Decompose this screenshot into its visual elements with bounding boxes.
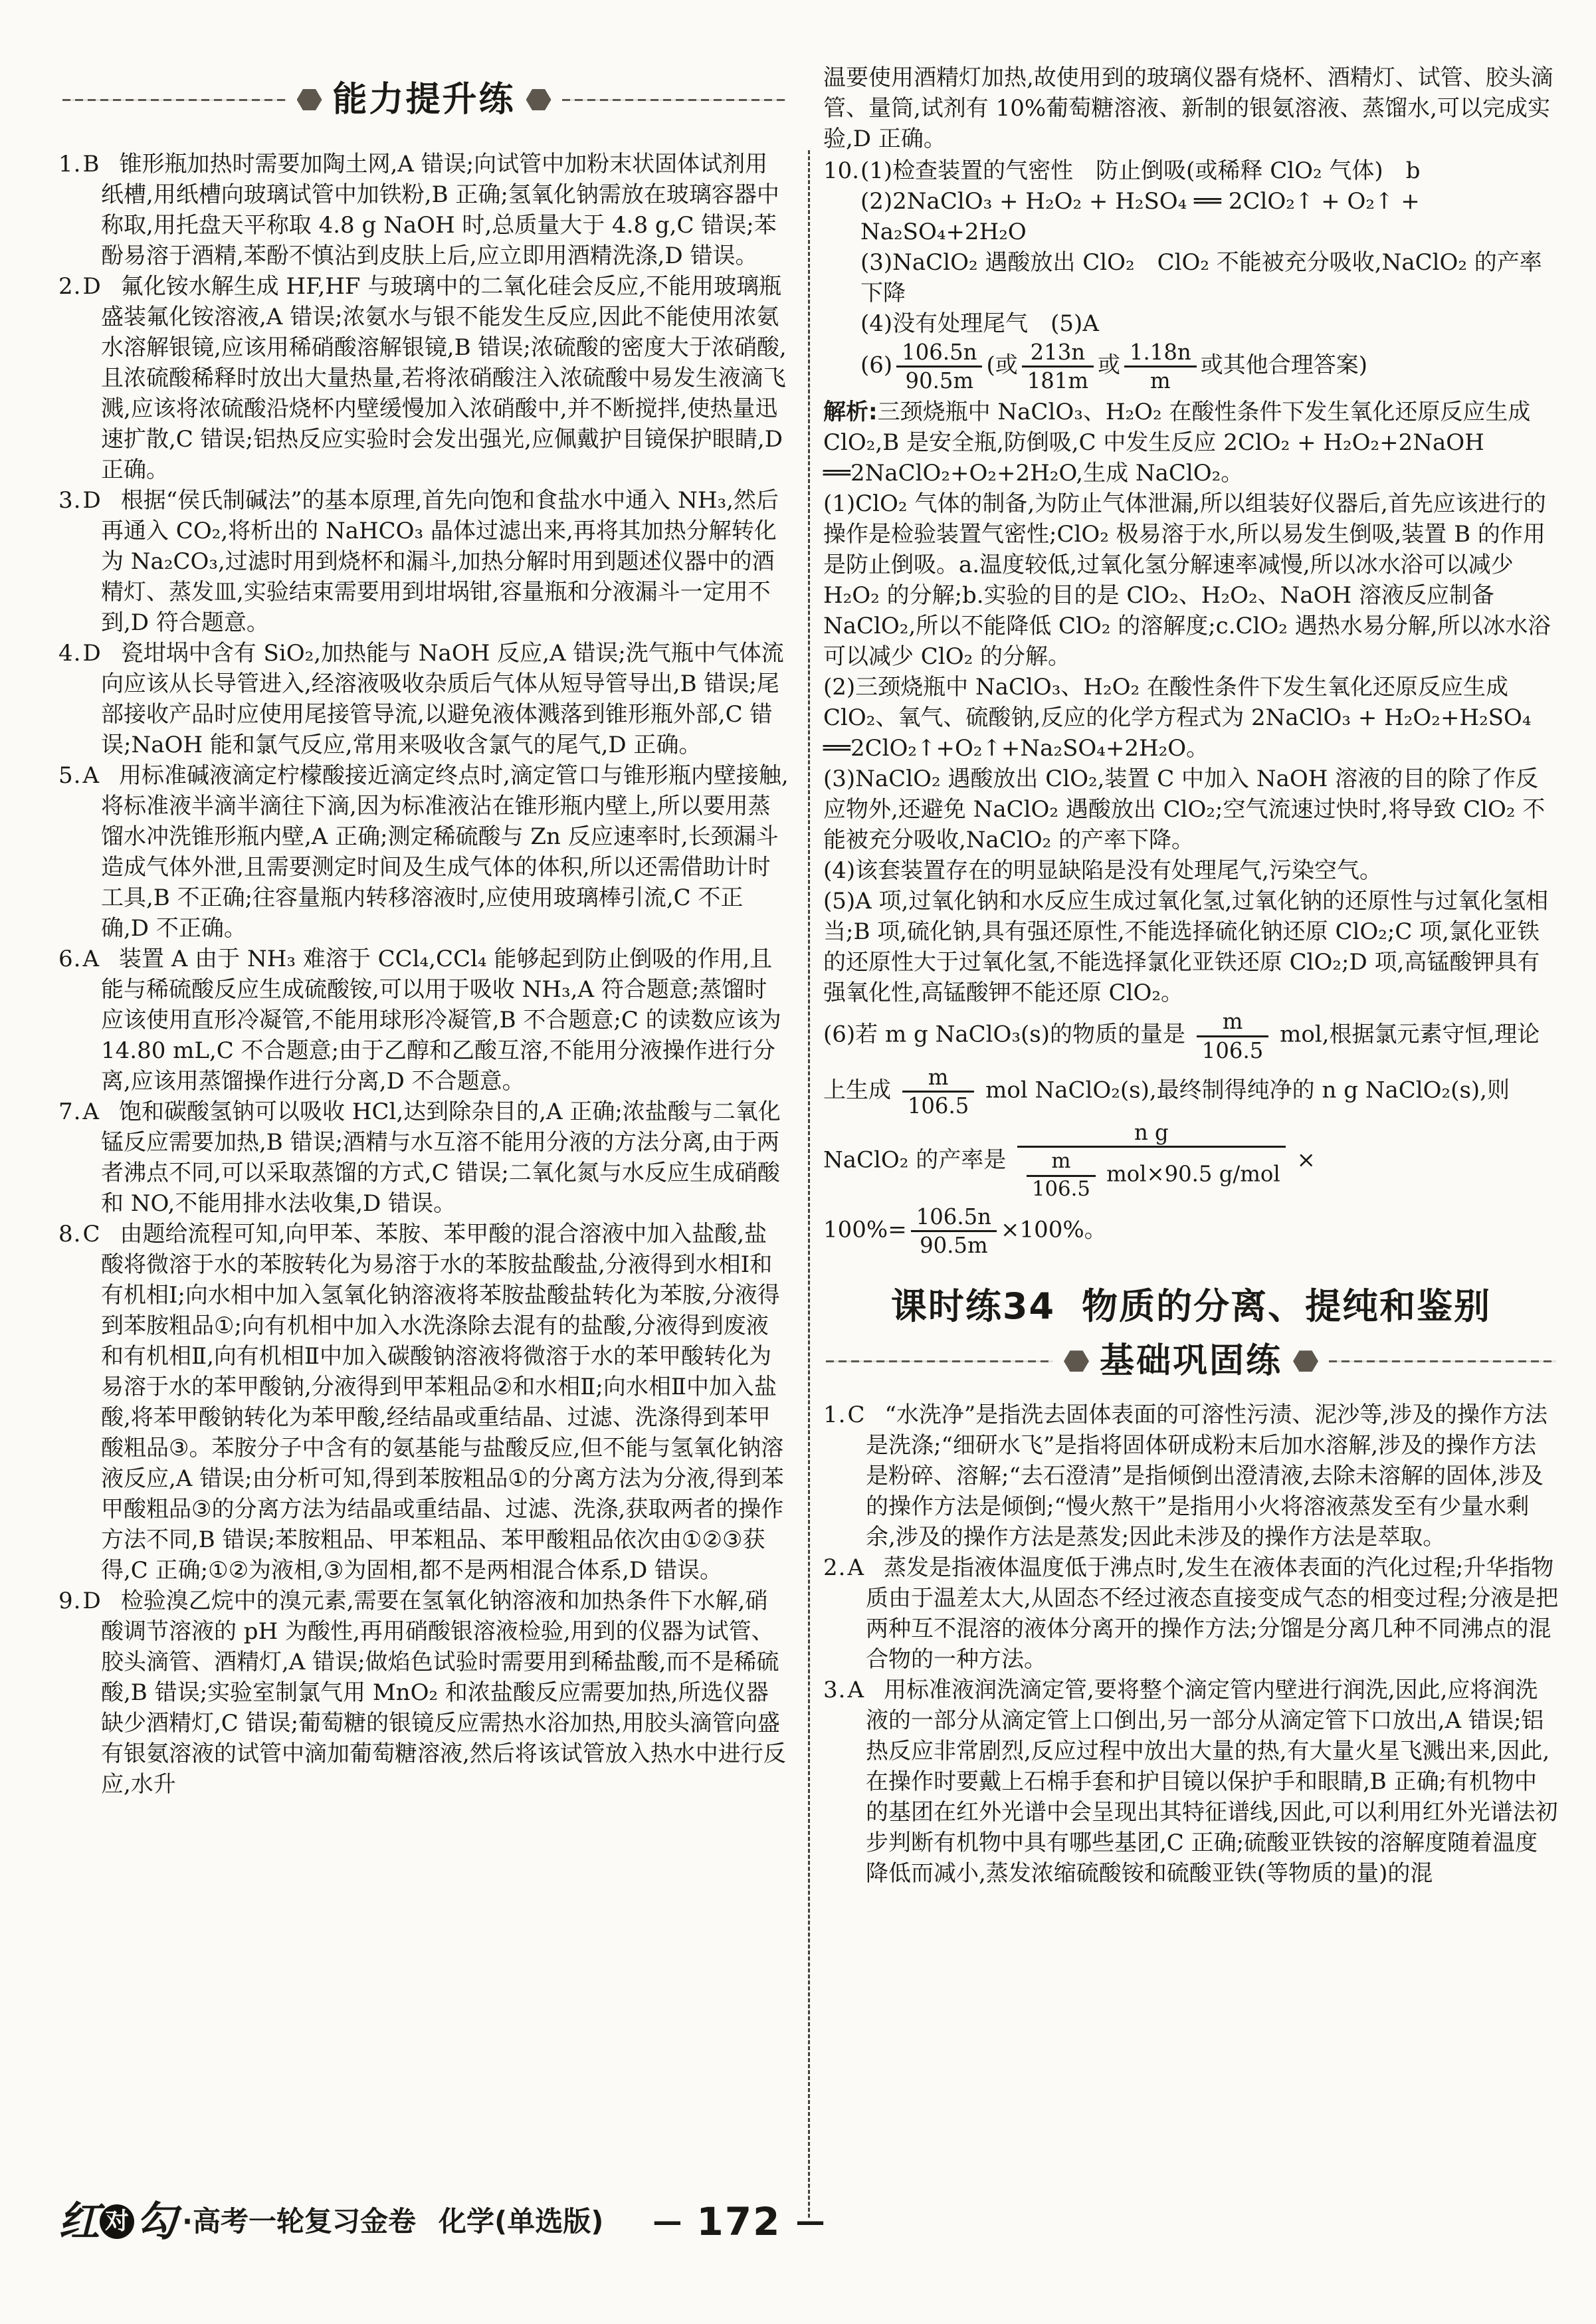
item-text: 装置 A 由于 NH₃ 难溶于 CCl₄,CCl₄ 能够起到防止倒吸的作用,且能与稀硫酸反应生成硫酸铵,可以用于吸收 NH₃,A 符合题意;蒸馏时应该使用直形冷凝管,不能用球形冷凝管,B 不合题意;C 的读数应该为 14.80 mL,C 不合题意;由于乙醇和乙酸互溶,不能用分液操作进行分离,应该用蒸馏操作进行分离,D 不合题意。	[101, 946, 781, 1095]
item-answer: A	[847, 1554, 864, 1582]
answer-item	[823, 1400, 1559, 1552]
item-10-answers	[860, 156, 1559, 394]
item-text: 蒸发是指液体温度低于沸点时,发生在液体表面的汽化过程;升华指物质由于温差太大,从固态不经过液态直接变成气态的相变过程;分液是把两种互不混溶的液体分离开的操作方法;分馏是分离几种不同沸点的混合物的一种方法。	[866, 1554, 1559, 1673]
item-number: 9.	[58, 1588, 82, 1614]
item-answer: C	[847, 1402, 865, 1429]
answer-item	[58, 485, 789, 638]
answer-item	[58, 1586, 789, 1800]
item-number: 8.	[58, 1221, 82, 1247]
item-answer: A	[82, 762, 100, 789]
item-answer: D	[82, 273, 101, 300]
analysis-paragraph: 解析:三颈烧瓶中 NaClO₃、H₂O₂ 在酸性条件下发生氧化还原反应生成 ClO₂,B 是安全瓶,防倒吸,C 中发生反应 2ClO₂ + H₂O₂+2NaOH ══2NaClO₂+O₂+2H₂O,生成 NaClO₂。	[823, 399, 1531, 487]
lesson-title	[823, 1285, 1559, 1328]
item-10	[823, 156, 1559, 394]
banner-rule-right	[1329, 1360, 1556, 1362]
section-banner-ability	[62, 80, 785, 120]
item-number: 4.	[58, 640, 82, 667]
item10-part: (1)检查装置的气密性 防止倒吸(或稀释 ClO₂ 气体) b	[860, 158, 1421, 184]
item-answer: A	[82, 946, 100, 972]
fraction: $\frac{1.18n}{m}$	[1124, 340, 1197, 393]
fraction: n g $\frac{m}{106.5}$ mol×90.5 g/mol	[1017, 1120, 1286, 1202]
item10-part: (6) $\frac{106.5n}{90.5m}$ (或 $\frac{213n}{181m}$ 或 $\frac{1.18n}{m}$ 或其他合理答案)	[860, 340, 1367, 394]
brand-subject: 化学(单选版)	[439, 2205, 604, 2238]
item-text: 锥形瓶加热时需要加陶土网,A 错误;向试管中加粉末状固体试剂用纸槽,用纸槽向玻璃试管中加铁粉,B 正确;氢氧化钠需放在玻璃容器中称取,用托盘天平称取 4.8 g NaOH 时,总质量大于 4.8 g,C 错误;苯酚易溶于酒精,苯酚不慎沾到皮肤上后,应立即用酒精洗涤,D 错误。	[101, 151, 779, 269]
item-answer: B	[82, 151, 100, 177]
item-number: 2.	[823, 1554, 847, 1582]
lesson-name: 物质的分离、提纯和鉴别	[1082, 1285, 1492, 1328]
fraction: $\frac{m}{106.5}$	[1197, 1009, 1268, 1062]
left-column	[58, 24, 789, 2324]
brand-logo-char: 红	[58, 2197, 99, 2246]
item-text: 由题给流程可知,向甲苯、苯胺、苯甲酸的混合溶液中加入盐酸,盐酸将微溶于水的苯胺转化为易溶于水的苯胺盐酸盐,分液得到水相Ⅰ和有机相Ⅰ;向水相中加入氢氧化钠溶液将苯胺盐酸盐转化为苯胺,分液得到苯胺粗品①;向有机相中加入水洗涤除去混有的盐酸,分液得到废液和有机相Ⅱ,向有机相Ⅱ中加入碳酸钠溶液将微溶于水的苯甲酸转化为易溶于水的苯甲酸钠,分液得到甲苯粗品②和水相Ⅱ;向水相Ⅱ中加入盐酸,将苯甲酸钠转化为苯甲酸,经结晶或重结晶、过滤、洗涤得到苯甲酸粗品③。苯胺分子中含有的氨基能与盐酸反应,但不能与氢氧化钠溶液反应,A 错误;由分析可知,得到苯胺粗品①的分离方法为分液,得到苯甲酸粗品③的分离方法为结晶或重结晶、过滤、洗涤,获取两者的操作方法不同,B 错误;苯胺粗品、甲苯粗品、苯甲酸粗品依次由①②③获得,C 正确;①②为液相,③为固相,都不是两相混合体系,D 错误。	[101, 1221, 784, 1584]
item-text: 饱和碳酸氢钠可以吸收 HCl,达到除杂目的,A 正确;浓盐酸与二氧化锰反应需要加热,B 错误;酒精与水互溶不能用分液的方法分离,由于两者沸点不同,可以采取蒸馏的方式,C 错误;二氧化氮与水反应生成硝酸和 NO,不能用排水法收集,D 错误。	[101, 1099, 781, 1217]
analysis-block	[823, 397, 1559, 1259]
answer-item	[823, 1552, 1559, 1675]
answer-item	[58, 271, 789, 485]
answer-item	[58, 1097, 789, 1219]
fraction: $\frac{213n}{181m}$	[1022, 340, 1094, 393]
item-text: 瓷坩埚中含有 SiO₂,加热能与 NaOH 反应,A 错误;洗气瓶中气体流向应该从长导管进入,经溶液吸收杂质后气体从短导管导出,B 错误;尾部接收产品时应使用尾接管导流,以避免液体溅落到锥形瓶外部,C 错误;NaOH 能和氯气反应,常用来吸收含氯气的尾气,D 正确。	[101, 640, 784, 758]
hexagon-ornament-icon	[297, 89, 322, 110]
brand	[58, 2197, 604, 2246]
banner-rule-left	[62, 99, 286, 101]
item-text: 氟化铵水解生成 HF,HF 与玻璃中的二氧化硅会反应,不能用玻璃瓶盛装氟化铵溶液,A 错误;浓氨水与银不能发生反应,因此不能使用浓氨水溶解银镜,应该用稀硝酸溶解银镜,B 错误;浓硫酸的密度大于浓硝酸,且浓硫酸稀释时放出大量热量,若将浓硝酸注入浓硫酸中易发生液滴飞溅,应该将浓硫酸沿烧杯内壁缓慢加入浓硝酸中,并不断搅拌,使热量迅速扩散,C 错误;铝热反应实验时会发出强光,应佩戴护目镜保护眼睛,D 正确。	[101, 273, 787, 483]
banner-rule-right	[562, 99, 786, 101]
fraction: $\frac{106.5n}{90.5m}$	[896, 340, 982, 393]
item-answer: D	[82, 487, 101, 514]
page-footer	[58, 2197, 1559, 2246]
section-title-basic: 基础巩固练	[1100, 1341, 1283, 1382]
hexagon-ornament-icon	[1293, 1350, 1318, 1372]
answer-item	[58, 760, 789, 944]
answer-item	[823, 1675, 1559, 1889]
item-number: 3.	[58, 487, 82, 514]
page-number: 172	[696, 2199, 781, 2244]
brand-series: ·高考一轮复习金卷	[182, 2205, 416, 2238]
item-answer: D	[82, 1588, 101, 1614]
hexagon-ornament-icon	[526, 89, 551, 110]
analysis-paragraph: (5)A 项,过氧化钠和水反应生成过氧化氢,过氧化钠的还原性与过氧化氢相当;B 项,硫化钠,具有强还原性,不能选择硫化钠还原 ClO₂;C 项,氯化亚铁的还原性大于过氧化氢,不能选择氯化亚铁还原 ClO₂;D 项,高锰酸钾具有强氧化性,高锰酸钾不能还原 ClO₂。	[823, 888, 1549, 1007]
basic-answer-list	[823, 1400, 1559, 1889]
analysis-paragraph: (2)三颈烧瓶中 NaClO₃、H₂O₂ 在酸性条件下发生氧化还原反应生成 ClO₂、氧气、硫酸钠,反应的化学方程式为 2NaClO₃ + H₂O₂+H₂SO₄ ══2ClO₂↑+O₂↑+Na₂SO₄+2H₂O。	[823, 674, 1532, 762]
item-text: 用标准碱液滴定柠檬酸接近滴定终点时,滴定管口与锥形瓶内壁接触,将标准液半滴半滴往下滴,因为标准液沾在锥形瓶内壁上,所以要用蒸馏水冲洗锥形瓶内壁,A 正确;测定稀硫酸与 Zn 反应速率时,长颈漏斗造成气体外泄,且需要测定时间及生成气体的体积,所以还需借助计时工具,B 不正确;往容量瓶内转移溶液时,应使用玻璃棒引流,C 不正确,D 不正确。	[101, 762, 789, 942]
item-answer: D	[82, 640, 101, 667]
item-text: 用标准液润洗滴定管,要将整个滴定管内壁进行润洗,因此,应将润洗液的一部分从滴定管上口倒出,另一部分从滴定管下口放出,A 错误;铝热反应非常剧烈,反应过程中放出大量的热,有大量火星飞溅出来,因此,在操作时要戴上石棉手套和护目镜以保护手和眼睛,B 正确;有机物中的基团在红外光谱中会呈现出其特征谱线,因此,可以利用红外光谱法初步判断有机物中具有哪些基团,C 正确;硫酸亚铁铵的溶解度随着温度降低而减小,蒸发浓缩硫酸铵和硫酸亚铁(等物质的量)的混	[866, 1677, 1558, 1887]
section-banner-basic	[826, 1341, 1556, 1381]
item-answer: A	[82, 1099, 100, 1125]
analysis-paragraph: (1)ClO₂ 气体的制备,为防止气体泄漏,所以组装好仪器后,首先应该进行的操作是检验装置气密性;ClO₂ 极易溶于水,所以易发生倒吸,装置 B 的作用是防止倒吸。a.温度较低,过氧化氢分解速率减慢,所以冰水浴可以减少 H₂O₂ 的分解;b.实验的目的是 ClO₂、H₂O₂、NaOH 溶液反应制备 NaClO₂,所以不能降低 ClO₂ 的溶解度;c.ClO₂ 遇热水易分解,所以冰水浴可以减少 ClO₂ 的分解。	[823, 490, 1551, 671]
analysis-paragraph: (6)若 m g NaClO₃(s)的物质的量是 $\frac{m}{106.5}$ mol,根据氯元素守恒,理论上生成 $\frac{m}{106.5}$ mol NaClO₂(s),最终制得纯净的 n g NaClO₂(s),则 NaClO₂ 的产率是 n g $\frac{m}{106.5}$ mol×90.5 g/mol ×	[823, 1008, 1559, 1204]
item-number: 1.	[58, 151, 82, 177]
analysis-paragraph: (3)NaClO₂ 遇酸放出 ClO₂,装置 C 中加入 NaOH 溶液的目的除了作反应物外,还避免 NaClO₂ 遇酸放出 ClO₂;空气流速过快时,将导致 ClO₂ 不能被充分吸收,NaClO₂ 的产率下降。	[823, 766, 1546, 854]
item-text: “水洗净”是指洗去固体表面的可溶性污渍、泥沙等,涉及的操作方法是洗涤;“细研水飞”是指将固体研成粉末后加水溶解,涉及的操作方法是粉碎、溶解;“去石澄清”是指倾倒出澄清液,去除未溶解的固体,涉及的操作方法是倾倒;“慢火熬干”是指用小火将溶液蒸发至有少量水剩余,涉及的操作方法是蒸发;因此未涉及的操作方法是萃取。	[866, 1402, 1548, 1551]
analysis-label: 解析:	[823, 399, 878, 426]
item10-part: (2)2NaClO₃ + H₂O₂ + H₂SO₄ ══ 2ClO₂↑ + O₂↑ + Na₂SO₄+2H₂O	[860, 188, 1420, 245]
fraction: $\frac{m}{106.5}$	[902, 1065, 974, 1118]
page-number-dash: —	[652, 2204, 682, 2238]
lesson-number: 课时练34	[890, 1285, 1056, 1328]
item-number: 10.	[823, 158, 860, 184]
item10-part: (4)没有处理尾气 (5)A	[860, 310, 1099, 337]
item10-part: (3)NaClO₂ 遇酸放出 ClO₂ ClO₂ 不能被充分吸收,NaClO₂ 的产率下降	[860, 249, 1542, 306]
item-number: 2.	[58, 273, 82, 300]
item-number: 6.	[58, 946, 82, 972]
item-number: 1.	[823, 1402, 847, 1429]
item-number: 5.	[58, 762, 82, 789]
item-number: 3.	[823, 1677, 847, 1704]
ability-answer-list	[58, 149, 789, 1800]
banner-rule-left	[826, 1360, 1053, 1362]
answer-item	[58, 1219, 789, 1586]
item-text: 检验溴乙烷中的溴元素,需要在氢氧化钠溶液和加热条件下水解,硝酸调节溶液的 pH 为酸性,再用硝酸银溶液检验,用到的仪器为试管、胶头滴管、酒精灯,A 错误;做焰色试验时需要用到稀盐酸,而不是稀硫酸,B 错误;实验室制氯气用 MnO₂ 和浓盐酸反应需要加热,所选仪器缺少酒精灯,C 错误;葡萄糖的银镜反应需热水浴加热,用胶头滴管向盛有银氨溶液的试管中滴加葡萄糖溶液,然后将该试管放入热水中进行反应,水升	[101, 1588, 786, 1798]
fraction: $\frac{m}{106.5}$	[1027, 1150, 1096, 1201]
fraction: $\frac{106.5n}{90.5m}$	[911, 1205, 997, 1257]
answer-item	[58, 638, 789, 760]
brand-logo-circle: 对	[100, 2204, 134, 2239]
answer-item	[58, 944, 789, 1097]
page-number-group	[652, 2199, 825, 2244]
item-number: 7.	[58, 1099, 82, 1125]
item-answer: A	[847, 1677, 864, 1704]
item-answer: C	[82, 1221, 100, 1247]
hexagon-ornament-icon	[1064, 1350, 1089, 1372]
item-text: 根据“侯氏制碱法”的基本原理,首先向饱和食盐水中通入 NH₃,然后再通入 CO₂,将析出的 NaHCO₃ 晶体过滤出来,再将其加热分解转化为 Na₂CO₃,过滤时用到烧杯和漏斗,加热分解时用到题述仪器中的酒精灯、蒸发皿,实验结束需要用到坩埚钳,容量瓶和分液漏斗一定用不到,D 符合题意。	[101, 487, 779, 636]
column-divider	[808, 150, 810, 2218]
section-title-ability: 能力提升练	[332, 80, 516, 120]
page-number-dash: —	[795, 2204, 825, 2238]
right-column	[823, 24, 1559, 2324]
brand-logo-char: 勾	[136, 2197, 176, 2246]
analysis-paragraph: 100%= $\frac{106.5n}{90.5m}$ ×100%。	[823, 1204, 1107, 1259]
analysis-paragraph: (4)该套装置存在的明显缺陷是没有处理尾气,污染空气。	[823, 857, 1382, 885]
continuation-paragraph: 温要使用酒精灯加热,故使用到的玻璃仪器有烧杯、酒精灯、试管、胶头滴管、量筒,试剂有 10%葡萄糖溶液、新制的银氨溶液、蒸馏水,可以完成实验,D 正确。	[823, 64, 1553, 152]
answer-item	[58, 149, 789, 271]
